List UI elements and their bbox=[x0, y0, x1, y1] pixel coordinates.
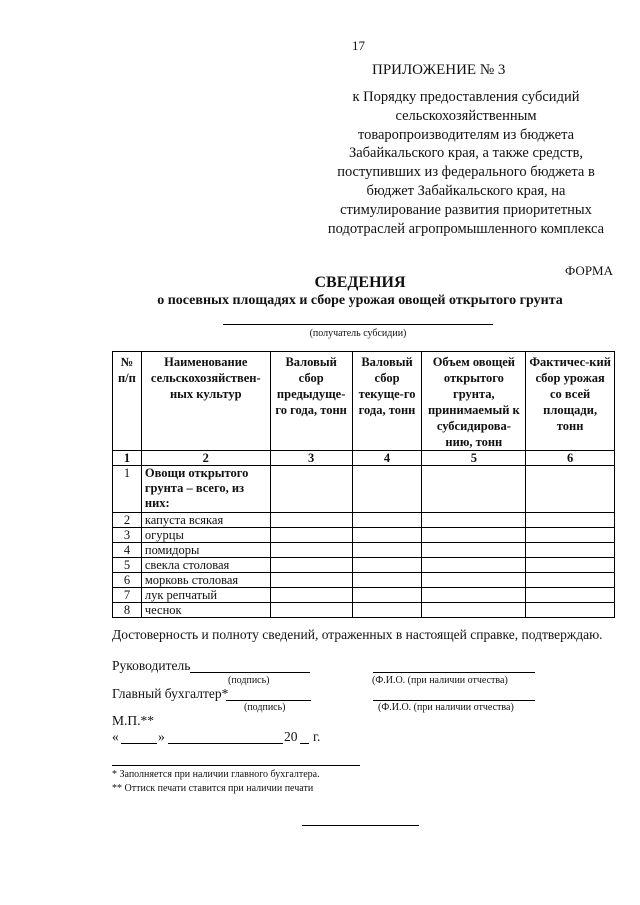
document-title: СВЕДЕНИЯ bbox=[314, 274, 406, 291]
current-year-cell[interactable] bbox=[352, 466, 422, 513]
appendix-title: ПРИЛОЖЕНИЕ № 3 bbox=[372, 62, 506, 78]
crop-name: свекла столовая bbox=[141, 558, 270, 573]
crop-table bbox=[112, 351, 615, 618]
actual-harvest-cell[interactable] bbox=[526, 603, 615, 618]
accountant-fio-caption: (Ф.И.О. (при наличии отчества) bbox=[378, 702, 514, 713]
crop-name: огурцы bbox=[141, 528, 270, 543]
prev-year-cell[interactable] bbox=[270, 528, 352, 543]
footnote: ** Оттиск печати ставится при наличии печати bbox=[112, 783, 314, 794]
appendix-line: подотраслей агропромышленного комплекса bbox=[327, 220, 605, 237]
subsidy-volume-cell[interactable] bbox=[422, 543, 526, 558]
crop-name: капуста всякая bbox=[141, 513, 270, 528]
footnote-divider bbox=[112, 765, 360, 766]
date-year-prefix: 20 bbox=[284, 729, 298, 744]
table-row bbox=[113, 543, 615, 558]
column-number: 4 bbox=[352, 451, 422, 466]
subsidy-volume-cell[interactable] bbox=[422, 603, 526, 618]
column-number: 6 bbox=[526, 451, 615, 466]
confirmation-text: Достоверность и полноту сведений, отраженных в настоящей справке, подтверждаю. bbox=[112, 627, 603, 642]
date-year-line[interactable] bbox=[300, 743, 309, 744]
crop-name: помидоры bbox=[141, 543, 270, 558]
crop-name: лук репчатый bbox=[141, 588, 270, 603]
appendix-line: поступивших из федерального бюджета в bbox=[337, 164, 595, 181]
actual-harvest-cell[interactable] bbox=[526, 466, 615, 513]
date-close-quote: » bbox=[158, 729, 165, 744]
row-number: 6 bbox=[113, 573, 142, 588]
appendix-line: товаропроизводителям из бюджета bbox=[357, 126, 575, 143]
row-number: 8 bbox=[113, 603, 142, 618]
column-number-row bbox=[113, 451, 615, 466]
table-row bbox=[113, 513, 615, 528]
table-row bbox=[113, 466, 615, 513]
subsidy-volume-cell[interactable] bbox=[422, 573, 526, 588]
recipient-caption: (получатель субсидии) bbox=[309, 328, 407, 339]
column-header: Фактичес-кий сбор урожая со всей площади, тонн bbox=[526, 352, 615, 451]
appendix-line: стимулирование развития приоритетных bbox=[340, 201, 592, 218]
recipient-field-line[interactable] bbox=[223, 324, 493, 325]
current-year-cell[interactable] bbox=[352, 588, 422, 603]
actual-harvest-cell[interactable] bbox=[526, 528, 615, 543]
subsidy-volume-cell[interactable] bbox=[422, 513, 526, 528]
head-signature-caption: (подпись) bbox=[228, 675, 270, 686]
subsidy-volume-cell[interactable] bbox=[422, 528, 526, 543]
footnote: * Заполняется при наличии главного бухгалтера. bbox=[112, 769, 320, 780]
accountant-signature-caption: (подпись) bbox=[244, 702, 286, 713]
prev-year-cell[interactable] bbox=[270, 543, 352, 558]
crop-name: Овощи открытого грунта – всего, из них: bbox=[141, 466, 270, 513]
current-year-cell[interactable] bbox=[352, 543, 422, 558]
actual-harvest-cell[interactable] bbox=[526, 513, 615, 528]
actual-harvest-cell[interactable] bbox=[526, 588, 615, 603]
stamp-label: М.П.** bbox=[112, 713, 155, 728]
subsidy-volume-cell[interactable] bbox=[422, 558, 526, 573]
crop-name: морковь столовая bbox=[141, 573, 270, 588]
subsidy-volume-cell[interactable] bbox=[422, 588, 526, 603]
row-number: 4 bbox=[113, 543, 142, 558]
current-year-cell[interactable] bbox=[352, 573, 422, 588]
head-signature-line[interactable] bbox=[190, 672, 310, 673]
column-header: Валовый сбор предыдуще-го года, тонн bbox=[270, 352, 352, 451]
date-day-line[interactable] bbox=[121, 743, 157, 744]
page-end-divider bbox=[302, 825, 419, 826]
row-number: 1 bbox=[113, 466, 142, 513]
actual-harvest-cell[interactable] bbox=[526, 573, 615, 588]
table-row bbox=[113, 558, 615, 573]
appendix-text bbox=[314, 88, 618, 238]
table-row bbox=[113, 603, 615, 618]
subsidy-volume-cell[interactable] bbox=[422, 466, 526, 513]
row-number: 5 bbox=[113, 558, 142, 573]
current-year-cell[interactable] bbox=[352, 558, 422, 573]
appendix-line: сельскохозяйственным bbox=[395, 107, 537, 124]
row-number: 2 bbox=[113, 513, 142, 528]
page-number: 17 bbox=[352, 38, 365, 53]
actual-harvest-cell[interactable] bbox=[526, 558, 615, 573]
table-header-row bbox=[113, 352, 615, 451]
accountant-fio-line[interactable] bbox=[373, 700, 535, 701]
head-label: Руководитель bbox=[112, 658, 191, 673]
column-number: 3 bbox=[270, 451, 352, 466]
column-header: Наименование сельскохозяйствен-ных культур bbox=[141, 352, 270, 451]
prev-year-cell[interactable] bbox=[270, 588, 352, 603]
table-row bbox=[113, 528, 615, 543]
date-open-quote: « bbox=[112, 729, 119, 744]
appendix-line: к Порядку предоставления субсидий bbox=[352, 89, 580, 105]
current-year-cell[interactable] bbox=[352, 513, 422, 528]
prev-year-cell[interactable] bbox=[270, 466, 352, 513]
appendix-line: бюджет Забайкальского края, на bbox=[366, 182, 566, 199]
crop-name: чеснок bbox=[141, 603, 270, 618]
prev-year-cell[interactable] bbox=[270, 603, 352, 618]
appendix-line: Забайкальского края, а также средств, bbox=[348, 145, 584, 162]
head-fio-line[interactable] bbox=[373, 672, 535, 673]
prev-year-cell[interactable] bbox=[270, 513, 352, 528]
head-fio-caption: (Ф.И.О. (при наличии отчества) bbox=[372, 675, 508, 686]
row-number: 7 bbox=[113, 588, 142, 603]
current-year-cell[interactable] bbox=[352, 528, 422, 543]
current-year-cell[interactable] bbox=[352, 603, 422, 618]
column-number: 2 bbox=[141, 451, 270, 466]
date-year-suffix: г. bbox=[313, 729, 321, 744]
accountant-signature-line[interactable] bbox=[226, 700, 311, 701]
column-header: Валовый сбор текуще-го года, тонн bbox=[352, 352, 422, 451]
column-number: 1 bbox=[113, 451, 142, 466]
table-row bbox=[113, 573, 615, 588]
accountant-label: Главный бухгалтер* bbox=[112, 686, 229, 701]
actual-harvest-cell[interactable] bbox=[526, 543, 615, 558]
date-month-line[interactable] bbox=[168, 743, 283, 744]
prev-year-cell[interactable] bbox=[270, 573, 352, 588]
column-header: Объем овощей открытого грунта, принимаемый к субсидирова-нию, тонн bbox=[422, 352, 526, 451]
column-number: 5 bbox=[422, 451, 526, 466]
prev-year-cell[interactable] bbox=[270, 558, 352, 573]
form-label: ФОРМА bbox=[565, 263, 613, 278]
table-row bbox=[113, 588, 615, 603]
document-subtitle: о посевных площадях и сборе урожая овощей открытого грунта bbox=[157, 293, 563, 308]
column-header: № п/п bbox=[113, 352, 142, 451]
row-number: 3 bbox=[113, 528, 142, 543]
